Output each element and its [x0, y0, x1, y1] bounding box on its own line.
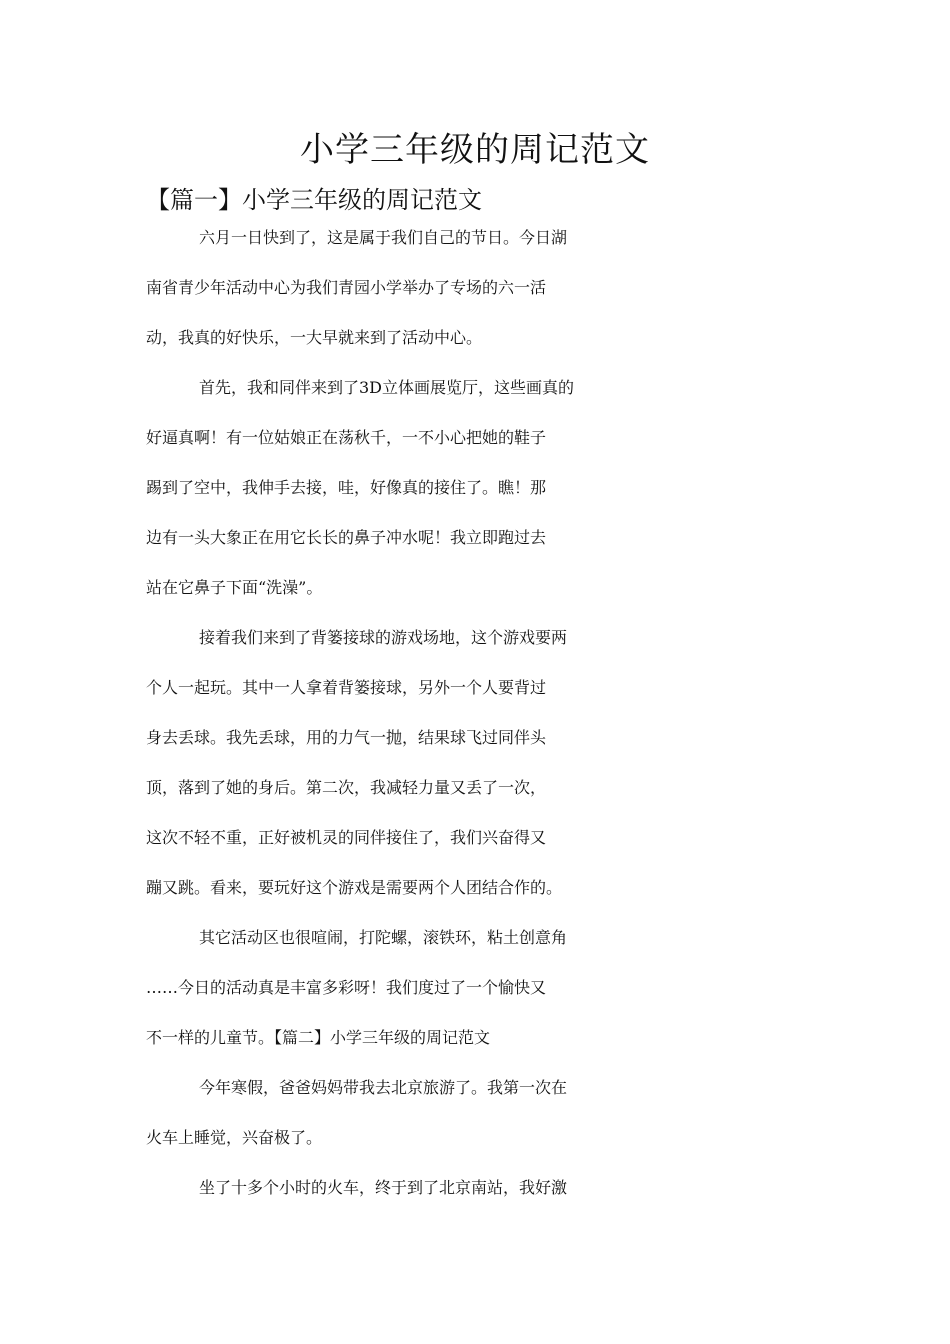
text-line: 首先，我和同伴来到了3D立体画展览厅，这些画真的: [199, 378, 575, 397]
paragraph-2: [146, 375, 810, 625]
text-line: 站在它鼻子下面“洗澡”。: [146, 578, 323, 597]
text-line: 动，我真的好快乐，一大早就来到了活动中心。: [146, 328, 483, 347]
text-line: 今年寒假，爸爸妈妈带我去北京旅游了。我第一次在: [199, 1078, 568, 1097]
paragraph-6: [146, 1175, 810, 1225]
section-heading-1: 【篇一】小学三年级的周记范文: [146, 186, 482, 214]
text-line: 接着我们来到了背篓接球的游戏场地，这个游戏要两: [199, 628, 568, 647]
text-line: 蹦又跳。看来，要玩好这个游戏是需要两个人团结合作的。: [146, 878, 563, 897]
document-title: 小学三年级的周记范文: [300, 130, 650, 170]
document-body: [146, 175, 810, 1225]
text-line: 不一样的儿童节。【篇二】小学三年级的周记范文: [146, 1028, 491, 1047]
paragraph-4: [146, 925, 810, 1075]
text-line: 踢到了空中，我伸手去接，哇，好像真的接住了。瞧！那: [146, 478, 547, 497]
text-line: 火车上睡觉，兴奋极了。: [146, 1128, 323, 1147]
text-line: 顶，落到了她的身后。第二次，我减轻力量又丢了一次，: [146, 778, 547, 797]
text-line: 其它活动区也很喧闹，打陀螺，滚铁环，粘土创意角: [199, 928, 568, 947]
text-line: 身去丢球。我先丢球，用的力气一抛，结果球飞过同伴头: [146, 728, 547, 747]
text-line: 南省青少年活动中心为我们青园小学举办了专场的六一活: [146, 278, 547, 297]
text-line: 六月一日快到了，这是属于我们自己的节日。今日湖: [199, 228, 568, 247]
text-line: 好逼真啊！有一位姑娘正在荡秋千，一不小心把她的鞋子: [146, 428, 547, 447]
text-line: 边有一头大象正在用它长长的鼻子冲水呢！我立即跑过去: [146, 528, 547, 547]
paragraph-1: [146, 225, 810, 375]
paragraph-3: [146, 625, 810, 925]
text-line: 坐了十多个小时的火车，终于到了北京南站，我好激: [199, 1178, 568, 1197]
text-line: 个人一起玩。其中一人拿着背篓接球，另外一个人要背过: [146, 678, 547, 697]
paragraph-5: [146, 1075, 810, 1175]
text-line: 这次不轻不重，正好被机灵的同伴接住了，我们兴奋得又: [146, 828, 547, 847]
text-line: ……今日的活动真是丰富多彩呀！我们度过了一个愉快又: [146, 978, 547, 997]
